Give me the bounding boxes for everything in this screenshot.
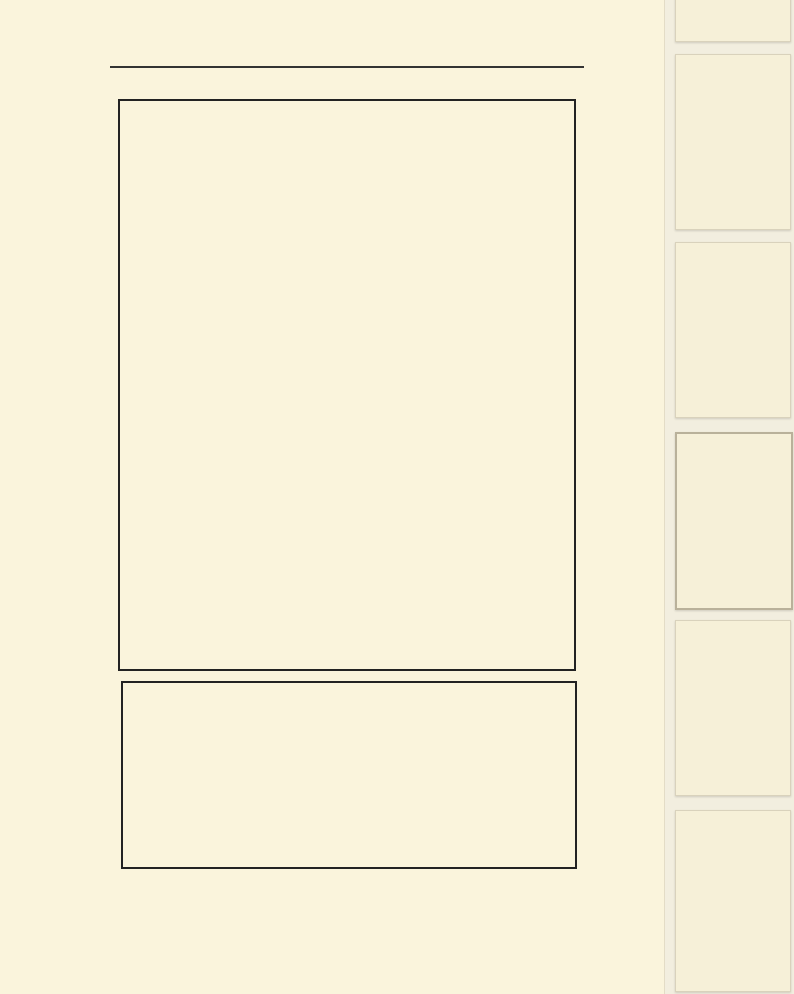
form-grid — [120, 101, 574, 669]
thumbnail-page-5[interactable] — [675, 620, 791, 796]
cutting-ticket-form — [118, 99, 576, 671]
thumbnail-page-4-current[interactable] — [675, 432, 793, 610]
ticket-stub — [121, 681, 577, 869]
thumbnail-page-1[interactable] — [675, 0, 791, 42]
thumbnail-page-3[interactable] — [675, 242, 791, 418]
thumbnail-rail[interactable] — [664, 0, 794, 994]
page-header — [110, 40, 584, 68]
thumbnail-page-2[interactable] — [675, 54, 791, 230]
stub-grid — [123, 683, 575, 867]
thumbnail-page-6[interactable] — [675, 810, 791, 992]
header-rule — [110, 66, 584, 68]
